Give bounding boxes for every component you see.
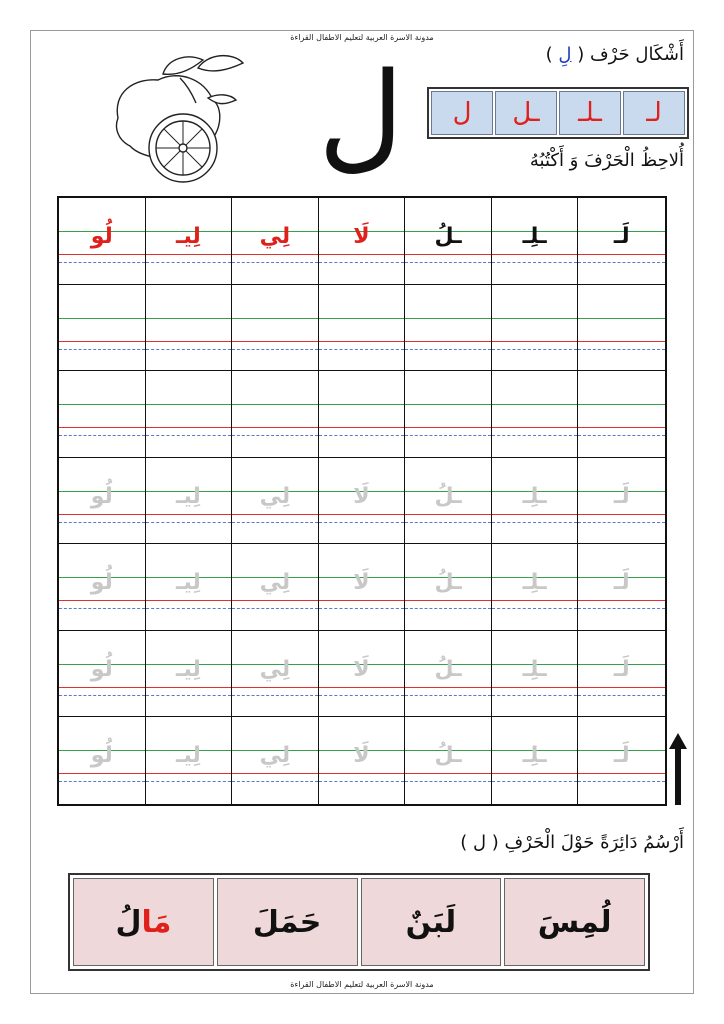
guide-line [492,435,578,436]
trace-syllable: لَـ [613,656,630,682]
model-syllable: لَا [353,224,370,249]
guide-line [578,522,665,523]
writing-grid [57,196,667,806]
grid-cell[interactable] [578,458,665,545]
word-box[interactable] [504,878,645,966]
forms-title-letter: لِ [558,44,572,65]
grid-cell[interactable] [578,371,665,458]
guide-line [232,522,318,523]
guide-line [578,262,665,263]
grid-cell[interactable] [405,198,492,285]
word-text: لَبَنٌ [405,904,457,940]
grid-cell[interactable] [232,717,319,804]
grid-cell[interactable] [578,631,665,718]
letter-form-final: ـل [495,91,557,135]
guide-line [232,608,318,609]
trace-syllable: لَـ [613,743,630,769]
guide-line [59,608,145,609]
grid-cell[interactable] [319,717,406,804]
word-highlight: مَا [141,904,172,940]
arrow-up-icon [669,733,687,805]
model-syllable: ـلِـ [522,224,547,249]
trace-syllable: لِي [259,656,291,682]
grid-cell[interactable] [59,285,146,372]
guide-line [146,608,232,609]
trace-syllable: لَا [353,743,370,769]
grid-cell[interactable] [232,544,319,631]
guide-line [319,695,405,696]
guide-line [232,262,318,263]
grid-cell[interactable] [146,458,233,545]
guide-line [146,522,232,523]
grid-cell[interactable] [59,544,146,631]
guide-line [59,349,145,350]
grid-cell[interactable] [232,198,319,285]
guide-line [492,349,578,350]
guide-line [405,695,491,696]
guide-line [59,695,145,696]
letter-form-isolated: ل [431,91,493,135]
grid-cell[interactable] [578,544,665,631]
words-row [68,873,650,971]
grid-cell[interactable] [492,544,579,631]
trace-syllable: لُو [90,743,113,769]
grid-cell[interactable] [319,458,406,545]
guide-line [146,435,232,436]
trace-syllable: لِيـ [175,743,201,769]
guide-line [405,262,491,263]
guide-line [319,522,405,523]
trace-syllable: لَا [353,656,370,682]
guide-line [405,608,491,609]
trace-syllable: ـلُ [434,570,462,596]
trace-syllable: ـلُ [434,656,462,682]
grid-cell[interactable] [146,198,233,285]
grid-cell[interactable] [405,631,492,718]
model-syllable: لُو [90,224,113,249]
guide-line [319,349,405,350]
trace-syllable: ـلِـ [522,656,547,682]
model-syllable: لِيـ [175,224,201,249]
guide-line [405,435,491,436]
word-text: لُمِسَ [537,904,612,940]
lemon-icon [108,48,258,188]
guide-line [232,781,318,782]
grid-cell[interactable] [232,631,319,718]
grid-cell[interactable] [59,198,146,285]
guide-line [492,781,578,782]
grid-cell[interactable] [405,717,492,804]
grid-cell[interactable] [319,198,406,285]
grid-cell[interactable] [146,717,233,804]
letter-form-initial: لـ [623,91,685,135]
guide-line [232,435,318,436]
grid-cell[interactable] [578,198,665,285]
trace-syllable: لِيـ [175,570,201,596]
grid-cell[interactable] [59,631,146,718]
trace-syllable: لَـ [613,570,630,596]
trace-syllable: ـلُ [434,483,462,509]
footer-note: مدونة الاسرة العربية لتعليم الاطفال القراءة [290,980,434,989]
word-box[interactable] [73,878,214,966]
guide-line [59,435,145,436]
grid-cell[interactable] [319,285,406,372]
guide-line [578,435,665,436]
trace-syllable: لِيـ [175,483,201,509]
letter-form-medial: ـلـ [559,91,621,135]
grid-cell[interactable] [59,458,146,545]
grid-cell[interactable] [319,631,406,718]
grid-cell[interactable] [59,717,146,804]
grid-cell[interactable] [319,544,406,631]
trace-syllable: لُو [90,570,113,596]
trace-syllable: لَـ [613,483,630,509]
trace-syllable: لِي [259,570,291,596]
word-text: لُ [115,904,142,940]
guide-line [146,262,232,263]
guide-line [59,262,145,263]
grid-cell[interactable] [405,458,492,545]
word-box[interactable] [217,878,358,966]
trace-syllable: لَا [353,570,370,596]
guide-line [492,608,578,609]
forms-title-close: ) [545,44,559,65]
word-text: حَمَلَ [252,904,322,940]
guide-line [319,781,405,782]
guide-line [146,695,232,696]
guide-line [319,435,405,436]
model-syllable: لِي [259,224,291,249]
letter-forms-row [427,87,689,139]
guide-line [578,695,665,696]
circle-instruction: أَرْسُمُ دَائِرَةً حَوْلَ الْحَرْفِ ( ل ) [460,832,684,853]
grid-cell[interactable] [492,198,579,285]
guide-line [578,781,665,782]
trace-syllable: لِي [259,743,291,769]
trace-syllable: لِيـ [175,656,201,682]
guide-line [405,349,491,350]
guide-line [405,781,491,782]
grid-cell[interactable] [492,631,579,718]
trace-syllable: لِي [259,483,291,509]
grid-cell[interactable] [492,371,579,458]
model-syllable: ـلُ [434,224,462,249]
big-letter: ل [318,46,404,184]
grid-cell[interactable] [319,371,406,458]
model-syllable: لَـ [613,224,630,249]
guide-line [232,695,318,696]
grid-cell[interactable] [146,544,233,631]
header-note: مدونة الاسرة العربية لتعليم الاطفال القراءة [290,33,434,42]
grid-cell[interactable] [405,285,492,372]
guide-line [59,522,145,523]
grid-cell[interactable] [146,631,233,718]
grid-cell[interactable] [405,371,492,458]
guide-line [232,349,318,350]
forms-title-text: أَشْكَال حَرْف ( [571,44,684,65]
grid-cell[interactable] [492,717,579,804]
guide-line [319,608,405,609]
guide-line [492,695,578,696]
grid-cell[interactable] [232,371,319,458]
subtitle: أُلاحِظُ الْحَرْفَ وَ أَكْتُبُهُ [529,150,684,171]
forms-title [546,44,684,65]
guide-line [319,262,405,263]
guide-line [578,608,665,609]
trace-syllable: لُو [90,656,113,682]
guide-line [146,349,232,350]
guide-line [59,781,145,782]
trace-syllable: لَا [353,483,370,509]
guide-line [492,262,578,263]
trace-syllable: ـلِـ [522,483,547,509]
grid-cell[interactable] [232,285,319,372]
grid-cell[interactable] [146,371,233,458]
grid-cell[interactable] [59,371,146,458]
grid-cell[interactable] [492,285,579,372]
guide-line [492,522,578,523]
grid-cell[interactable] [578,285,665,372]
trace-syllable: لُو [90,483,113,509]
trace-syllable: ـلِـ [522,743,547,769]
guide-line [146,781,232,782]
grid-cell[interactable] [492,458,579,545]
grid-cell[interactable] [578,717,665,804]
grid-cell[interactable] [405,544,492,631]
trace-syllable: ـلِـ [522,570,547,596]
grid-cell[interactable] [146,285,233,372]
trace-syllable: ـلُ [434,743,462,769]
grid-cell[interactable] [232,458,319,545]
guide-line [405,522,491,523]
word-box[interactable] [361,878,502,966]
guide-line [578,349,665,350]
